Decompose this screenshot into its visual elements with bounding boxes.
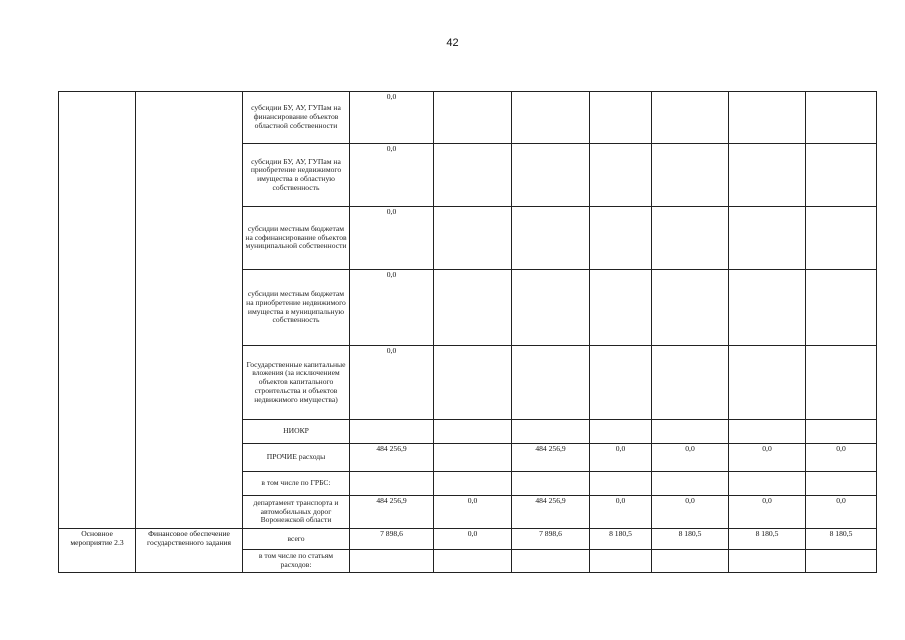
value-cell (806, 346, 877, 420)
value-cell (512, 270, 590, 346)
row-label: всего (243, 529, 350, 550)
value-cell (729, 420, 806, 444)
value-cell: 0,0 (590, 444, 652, 472)
value-cell (434, 270, 512, 346)
value-cell (434, 420, 512, 444)
row-label: НИОКР (243, 420, 350, 444)
value-cell (729, 346, 806, 420)
value-cell: 7 898,6 (512, 529, 590, 550)
value-cell (590, 550, 652, 573)
value-cell: 0,0 (652, 496, 729, 529)
value-cell (652, 420, 729, 444)
value-cell (350, 472, 434, 496)
value-cell: 0,0 (350, 207, 434, 270)
value-cell (806, 550, 877, 573)
value-cell (652, 550, 729, 573)
value-cell (512, 207, 590, 270)
value-cell (512, 420, 590, 444)
value-cell (590, 207, 652, 270)
value-cell (729, 472, 806, 496)
value-cell (434, 472, 512, 496)
value-cell: 0,0 (590, 496, 652, 529)
value-cell (729, 550, 806, 573)
value-cell (512, 144, 590, 207)
value-cell (434, 144, 512, 207)
value-cell: 0,0 (350, 92, 434, 144)
value-cell (434, 346, 512, 420)
value-cell: 8 180,5 (590, 529, 652, 550)
row-label: Государственные капитальные вложения (за исключением объектов капитального строительства и объектов недвижимого имущества) (243, 346, 350, 420)
measure-name-cell: Финансовое обеспечение государственного задания (136, 529, 243, 573)
measure-code-cell: Основное мероприятие 2.3 (59, 529, 136, 573)
value-cell (434, 550, 512, 573)
value-cell: 0,0 (434, 496, 512, 529)
value-cell (652, 346, 729, 420)
value-cell (512, 550, 590, 573)
value-cell (652, 92, 729, 144)
value-cell (350, 550, 434, 573)
row-label: субсидии местным бюджетам на приобретение недвижимого имущества в муниципальную собственность (243, 270, 350, 346)
value-cell (434, 444, 512, 472)
table-row (59, 92, 877, 144)
value-cell: 0,0 (729, 496, 806, 529)
value-cell: 0,0 (729, 444, 806, 472)
budget-table (58, 91, 877, 573)
row-label: субсидии БУ, АУ, ГУПам на финансирование объектов областной собственности (243, 92, 350, 144)
value-cell (590, 92, 652, 144)
value-cell: 484 256,9 (512, 444, 590, 472)
value-cell: 8 180,5 (652, 529, 729, 550)
value-cell (512, 346, 590, 420)
value-cell (652, 207, 729, 270)
value-cell (590, 144, 652, 207)
row-label: субсидии БУ, АУ, ГУПам на приобретение недвижимого имущества в областную собственность (243, 144, 350, 207)
row-label: ПРОЧИЕ расходы (243, 444, 350, 472)
value-cell: 0,0 (806, 444, 877, 472)
value-cell (806, 420, 877, 444)
value-cell (806, 144, 877, 207)
value-cell (729, 92, 806, 144)
row-label: департамент транспорта и автомобильных дорог Воронежской области (243, 496, 350, 529)
value-cell (729, 144, 806, 207)
value-cell: 0,0 (350, 270, 434, 346)
value-cell (652, 270, 729, 346)
table-body (59, 92, 877, 573)
value-cell (512, 92, 590, 144)
row-label: в том числе по статьям расходов: (243, 550, 350, 573)
value-cell (350, 420, 434, 444)
blank-column-cell (59, 92, 136, 529)
row-label: в том числе по ГРБС: (243, 472, 350, 496)
row-label: субсидии местным бюджетам на софинансирование объектов муниципальной собственности (243, 207, 350, 270)
value-cell: 8 180,5 (729, 529, 806, 550)
table-row (59, 529, 877, 550)
value-cell (434, 92, 512, 144)
value-cell (806, 92, 877, 144)
value-cell (652, 144, 729, 207)
value-cell (806, 472, 877, 496)
value-cell: 7 898,6 (350, 529, 434, 550)
page-number: 42 (446, 37, 459, 49)
value-cell: 484 256,9 (350, 496, 434, 529)
value-cell (590, 472, 652, 496)
value-cell (806, 207, 877, 270)
value-cell (806, 270, 877, 346)
value-cell: 484 256,9 (512, 496, 590, 529)
value-cell (434, 207, 512, 270)
value-cell: 0,0 (806, 496, 877, 529)
value-cell: 484 256,9 (350, 444, 434, 472)
value-cell (729, 270, 806, 346)
blank-column-cell (136, 92, 243, 529)
value-cell: 0,0 (434, 529, 512, 550)
value-cell (590, 420, 652, 444)
value-cell: 8 180,5 (806, 529, 877, 550)
value-cell (590, 270, 652, 346)
value-cell: 0,0 (350, 346, 434, 420)
value-cell (590, 346, 652, 420)
value-cell (512, 472, 590, 496)
value-cell: 0,0 (350, 144, 434, 207)
value-cell: 0,0 (652, 444, 729, 472)
value-cell (729, 207, 806, 270)
value-cell (652, 472, 729, 496)
